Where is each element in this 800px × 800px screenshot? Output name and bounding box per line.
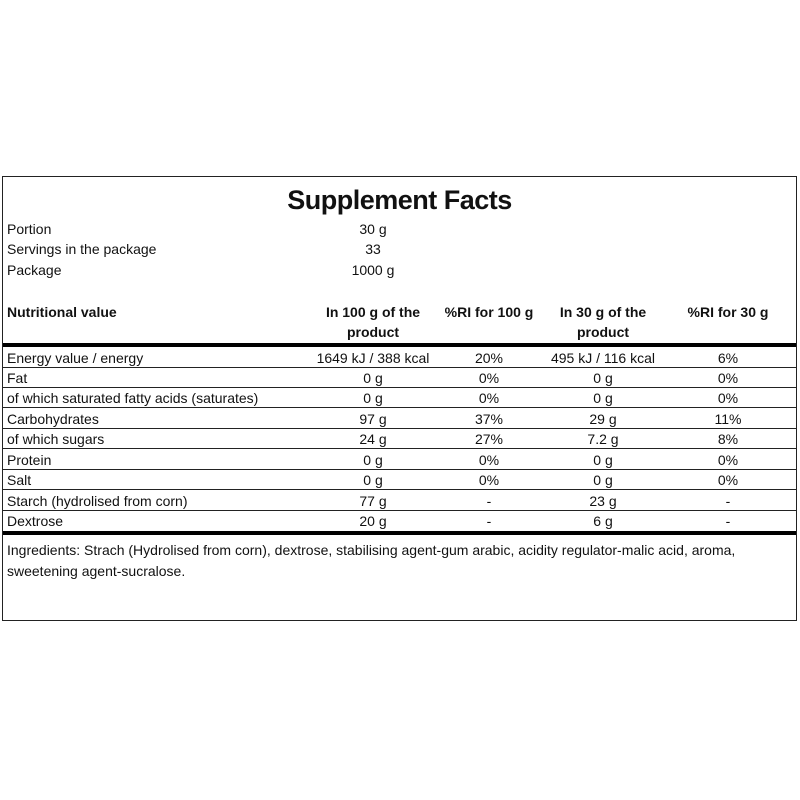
nutrient-name: Energy value / energy [7, 350, 144, 366]
ri-per-30g: 0% [717, 472, 739, 488]
table-row [3, 409, 796, 429]
value-per-30g: 0 g [593, 390, 613, 406]
nutrient-name: of which sugars [7, 431, 105, 447]
value-per-100g: 24 g [359, 431, 387, 447]
info-row-package [3, 262, 796, 282]
table-row [3, 388, 796, 408]
value-per-30g: 0 g [593, 472, 613, 488]
row-divider [3, 489, 796, 490]
info-row-portion [3, 221, 796, 241]
header-divider [3, 343, 796, 347]
table-bottom-divider [3, 531, 796, 535]
info-value: 33 [365, 241, 381, 257]
value-per-30g: 29 g [589, 411, 617, 427]
nutrient-name: Dextrose [7, 513, 64, 529]
info-label: Package [7, 262, 62, 278]
info-value: 1000 g [351, 262, 395, 278]
panel-title: Supplement Facts [287, 185, 512, 215]
ri-per-30g: - [725, 513, 731, 529]
value-per-100g: 0 g [363, 370, 383, 386]
value-per-100g: 0 g [363, 390, 383, 406]
nutrient-name: Protein [7, 452, 52, 468]
ri-per-100g: - [486, 513, 492, 529]
value-per-100g: 0 g [363, 472, 383, 488]
ri-per-30g: 6% [717, 350, 739, 366]
info-row-servings [3, 241, 796, 261]
ri-per-30g: 8% [717, 431, 739, 447]
value-per-30g: 495 kJ / 116 kcal [550, 350, 656, 366]
ri-per-100g: 0% [478, 390, 500, 406]
header-in-100g: In 100 g of the product [325, 304, 421, 340]
header-in-30g: In 30 g of the product [559, 304, 647, 340]
value-per-30g: 7.2 g [587, 431, 619, 447]
table-row [3, 511, 796, 531]
table-row [3, 470, 796, 490]
ri-per-100g: 27% [474, 431, 504, 447]
table-row [3, 450, 796, 470]
info-value: 30 g [359, 221, 387, 237]
nutrient-name: Starch (hydrolised from corn) [7, 493, 188, 509]
nutrient-name: Salt [7, 472, 32, 488]
nutrient-name: of which saturated fatty acids (saturates) [7, 390, 259, 406]
row-divider [3, 448, 796, 449]
value-per-30g: 0 g [593, 452, 613, 468]
table-row [3, 348, 796, 368]
ri-per-100g: 37% [474, 411, 504, 427]
table-row [3, 491, 796, 511]
info-label: Servings in the package [7, 241, 157, 257]
ri-per-100g: 20% [474, 350, 504, 366]
value-per-100g: 20 g [359, 513, 387, 529]
ingredients-text: Ingredients: Strach (Hydrolised from corn), dextrose, stabilising agent-gum arabic, acidity regulator-malic acid, aroma, sweetening agent-sucralose. [7, 542, 736, 579]
info-label: Portion [7, 221, 52, 237]
ri-per-100g: 0% [478, 452, 500, 468]
header-nutritional-value: Nutritional value [7, 304, 117, 320]
ri-per-30g: 0% [717, 370, 739, 386]
ri-per-100g: 0% [478, 472, 500, 488]
table-row [3, 429, 796, 449]
value-per-30g: 23 g [589, 493, 617, 509]
nutrition-table-header [3, 302, 796, 344]
ri-per-30g: 0% [717, 390, 739, 406]
table-row [3, 368, 796, 388]
header-ri-30g: %RI for 30 g [687, 304, 769, 320]
ri-per-100g: - [486, 493, 492, 509]
ri-per-100g: 0% [478, 370, 500, 386]
ri-per-30g: - [725, 493, 731, 509]
value-per-100g: 77 g [359, 493, 387, 509]
ri-per-30g: 11% [714, 411, 742, 427]
value-per-100g: 0 g [363, 452, 383, 468]
row-divider [3, 407, 796, 408]
header-ri-100g: %RI for 100 g [444, 304, 534, 320]
value-per-30g: 6 g [593, 513, 613, 529]
value-per-30g: 0 g [593, 370, 613, 386]
value-per-100g: 1649 kJ / 388 kcal [316, 350, 430, 366]
ri-per-30g: 0% [717, 452, 739, 468]
nutrient-name: Carbohydrates [7, 411, 99, 427]
nutrient-name: Fat [7, 370, 28, 386]
supplement-facts-panel [2, 176, 797, 621]
value-per-100g: 97 g [359, 411, 387, 427]
